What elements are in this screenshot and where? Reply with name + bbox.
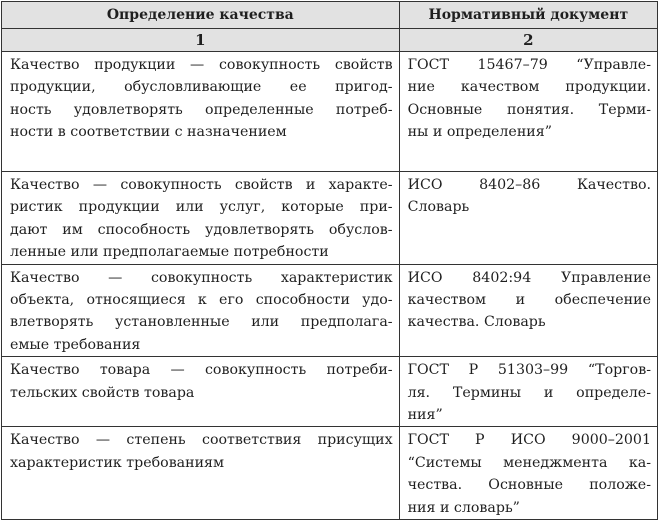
definition-line: продукции, обусловливающие ее пригод- <box>10 79 393 96</box>
definition-cell <box>2 264 400 357</box>
definition-line: Качество продукции — совокупность свойств <box>10 57 393 73</box>
table-row <box>2 357 658 427</box>
document-line: “Системы менеджмента ка- <box>407 454 651 471</box>
document-line: ГОСТ Р ИСО 9000–2001 <box>407 432 651 449</box>
column-number-row <box>2 29 658 52</box>
document-cell <box>399 427 657 520</box>
quality-definitions-table <box>1 1 658 520</box>
table-row <box>2 264 658 357</box>
column-number-2: 2 <box>399 29 657 52</box>
definition-cell <box>2 172 400 265</box>
definition-line: Качество — совокупность свойств и характе- <box>10 177 393 193</box>
document-line: ния и словарь” <box>407 499 520 516</box>
document-line: ИСО 8402:94 Управление <box>407 269 651 286</box>
document-line: ГОСТ 15467–79 “Управле- <box>407 57 651 73</box>
definition-cell <box>2 427 400 520</box>
definition-cell <box>2 357 400 427</box>
document-line: ния” <box>407 407 443 424</box>
definition-line: ности в соответствии с назначением <box>10 124 287 141</box>
definition-line: Качество — степень соответствия присущих <box>10 432 393 449</box>
document-line: ГОСТ Р 51303–99 “Торгов- <box>407 362 651 379</box>
document-line: качества. Словарь <box>407 314 546 331</box>
definition-line: характеристик требованиям <box>10 454 225 471</box>
definition-line: влетворять установленные или предполага- <box>10 314 393 331</box>
document-line: ИСО 8402–86 Качество. <box>407 177 651 193</box>
definition-line: дают им способность удовлетворять обуслов- <box>10 221 393 238</box>
table-row <box>2 427 658 520</box>
document-cell <box>399 172 657 265</box>
definition-line: ленные или предполагаемые потребности <box>10 244 329 261</box>
column-header-document: Нормативный документ <box>399 2 657 29</box>
column-number-1: 1 <box>2 29 400 52</box>
table-row <box>2 172 658 265</box>
header-row <box>2 2 658 29</box>
document-line: ние качеством продукции. <box>407 79 651 96</box>
table-row <box>2 52 658 172</box>
definition-line: Качество — совокупность характеристик <box>10 269 393 286</box>
document-cell <box>399 52 657 172</box>
document-line: ля. Термины и определе- <box>407 384 651 401</box>
document-line: чества. Основные положе- <box>407 477 651 494</box>
definition-line: тельских свойств товара <box>10 384 195 401</box>
table-body <box>2 52 658 520</box>
document-line: качеством и обеспечение <box>407 292 651 309</box>
document-cell <box>399 264 657 357</box>
definition-line: объекта, относящиеся к его способности удо- <box>10 292 393 309</box>
definition-line: ристик продукции или услуг, которые при- <box>10 199 393 216</box>
document-line: Основные понятия. Терми- <box>407 101 651 118</box>
document-cell <box>399 357 657 427</box>
document-line: Словарь <box>407 199 470 216</box>
definition-cell <box>2 52 400 172</box>
definition-line: ность удовлетворять определенные потреб- <box>10 101 393 118</box>
definition-line: Качество товара — совокупность потреби- <box>10 362 393 379</box>
column-header-definition: Определение качества <box>2 2 400 29</box>
definition-line: емые требования <box>10 336 141 353</box>
document-line: ны и определения” <box>407 124 552 141</box>
